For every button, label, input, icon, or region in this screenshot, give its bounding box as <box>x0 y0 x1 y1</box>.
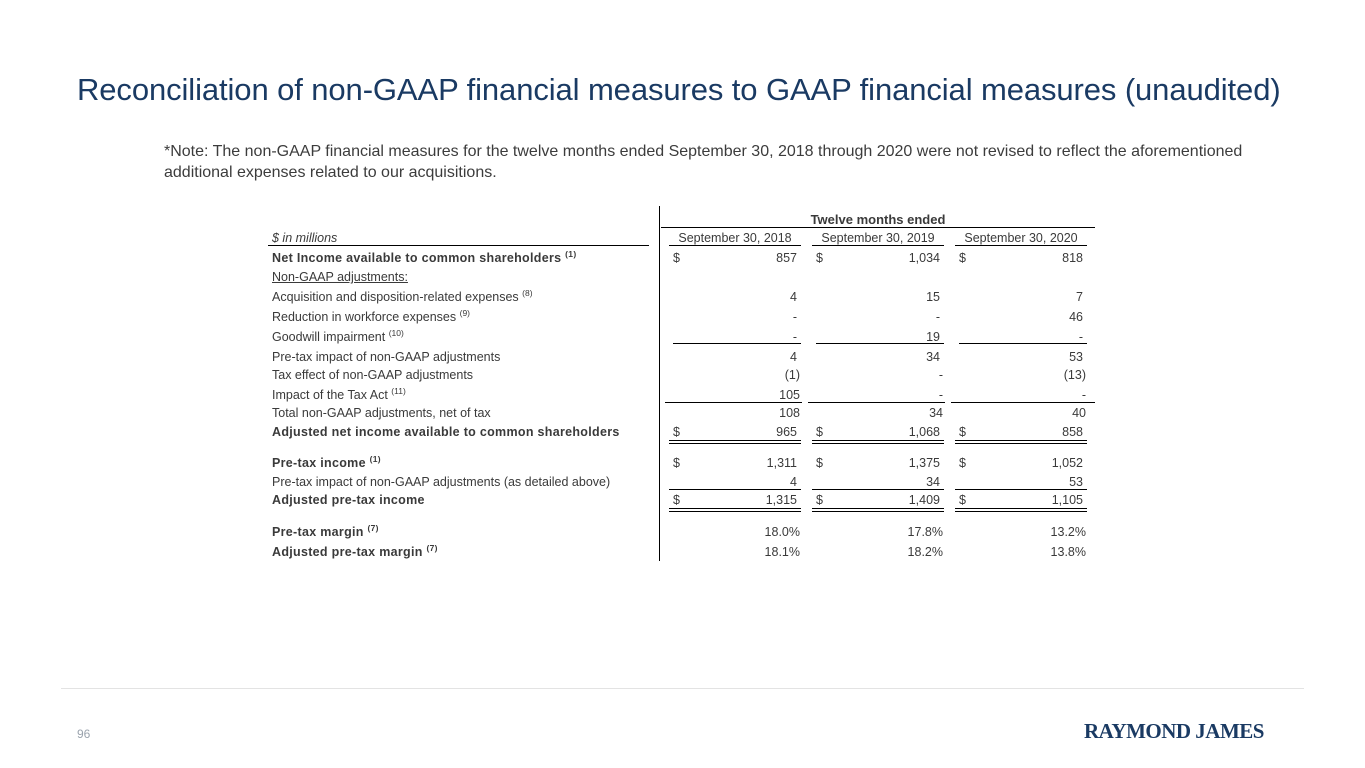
row-label-text: Pre-tax income <box>272 456 366 470</box>
dollar-sign: $ <box>816 251 823 265</box>
footnote-ref: (1) <box>565 249 577 259</box>
underline-rule <box>812 489 944 490</box>
footnote-ref: (9) <box>459 308 470 318</box>
cell-value: 40 <box>1072 406 1086 420</box>
cell-value: 13.8% <box>1050 545 1086 559</box>
dollar-sign: $ <box>673 251 680 265</box>
dollar-sign: $ <box>959 493 966 507</box>
cell-value: 108 <box>779 406 800 420</box>
row-label-text: Reduction in workforce expenses <box>272 310 457 324</box>
row-label <box>272 350 500 364</box>
column-rule <box>669 245 801 246</box>
dollar-sign: $ <box>673 493 680 507</box>
dollar-sign: $ <box>959 425 966 439</box>
double-underline-rule <box>669 508 801 512</box>
underline-rule <box>673 343 801 344</box>
underline-rule <box>665 402 802 403</box>
row-label <box>272 456 381 470</box>
column-header-2019: September 30, 2019 <box>821 231 935 245</box>
cell-value: 18.2% <box>907 545 943 559</box>
footnote-ref: (7) <box>426 543 438 553</box>
dollar-sign: $ <box>816 456 823 470</box>
row-label <box>272 406 491 420</box>
cell-value: - <box>1078 330 1083 344</box>
cell-value: 1,311 <box>766 456 797 470</box>
cell-value: 4 <box>790 290 797 304</box>
cell-value: 1,105 <box>1051 493 1083 507</box>
row-label <box>272 330 404 344</box>
raymond-james-logo: RAYMOND JAMES <box>1084 719 1264 743</box>
cell-value: 1,034 <box>908 251 940 265</box>
underline-rule <box>959 343 1087 344</box>
row-label <box>272 525 379 539</box>
underline-rule <box>808 402 945 403</box>
cell-value: - <box>938 388 943 402</box>
row-label-text: Pre-tax impact of non-GAAP adjustments (as detailed above) <box>272 475 611 489</box>
cell-value: 53 <box>1069 475 1083 489</box>
cell-value: 105 <box>779 388 800 402</box>
footnote-ref: (11) <box>391 386 406 396</box>
row-label-text: Adjusted pre-tax margin <box>272 545 423 559</box>
cell-value: - <box>792 330 797 344</box>
row-label <box>272 493 425 507</box>
row-label <box>272 290 533 304</box>
footer-divider <box>61 688 1304 689</box>
underline-rule <box>955 489 1087 490</box>
row-label-text: Impact of the Tax Act <box>272 388 388 402</box>
cell-value: (13) <box>1063 368 1086 382</box>
footnote-ref: (7) <box>367 523 379 533</box>
dollar-sign: $ <box>959 251 966 265</box>
row-label-text: Pre-tax margin <box>272 525 364 539</box>
cell-value: 34 <box>929 406 943 420</box>
cell-value: 857 <box>776 251 797 265</box>
cell-value: - <box>1081 388 1086 402</box>
double-underline-rule <box>955 440 1087 444</box>
row-label <box>272 545 438 559</box>
row-label-text: Goodwill impairment <box>272 330 386 344</box>
cell-value: - <box>792 310 797 324</box>
cell-value: (1) <box>784 368 800 382</box>
cell-value: 818 <box>1062 251 1083 265</box>
row-label-text: Acquisition and disposition-related expenses <box>272 290 519 304</box>
cell-value: 1,315 <box>765 493 797 507</box>
cell-value: 13.2% <box>1050 525 1086 539</box>
cell-value: 858 <box>1062 425 1083 439</box>
cell-value: 34 <box>926 475 940 489</box>
footnote-ref: (8) <box>522 288 533 298</box>
row-label <box>272 368 473 382</box>
cell-value: 17.8% <box>907 525 943 539</box>
cell-value: 4 <box>790 350 797 364</box>
units-label: $ in millions <box>272 231 338 245</box>
cell-value: - <box>935 310 940 324</box>
cell-value: 18.0% <box>764 525 800 539</box>
double-underline-rule <box>955 508 1087 512</box>
underline-rule <box>816 343 944 344</box>
row-label-text: Pre-tax impact of non-GAAP adjustments <box>272 350 501 364</box>
row-label-text: Adjusted net income available to common shareholders <box>272 425 620 439</box>
note-text: *Note: The non-GAAP financial measures for the twelve months ended September 30, 2018 through 2020 were not revised to reflect the aforementioned additional expenses related to our acquisitions. <box>164 143 1243 181</box>
underline-rule <box>951 402 1095 403</box>
footnote-ref: (1) <box>369 454 381 464</box>
column-rule <box>812 245 944 246</box>
units-rule <box>268 245 649 246</box>
dollar-sign: $ <box>816 493 823 507</box>
cell-value: 19 <box>926 330 940 344</box>
cell-value: 15 <box>926 290 940 304</box>
dollar-sign: $ <box>816 425 823 439</box>
cell-value: 18.1% <box>764 545 800 559</box>
cell-value: 53 <box>1069 350 1083 364</box>
cell-value: 46 <box>1069 310 1083 324</box>
row-label <box>272 310 470 324</box>
row-label-text: Adjusted pre-tax income <box>272 493 425 507</box>
cell-value: 1,068 <box>908 425 940 439</box>
header-rule <box>661 227 1095 228</box>
row-label <box>272 388 406 402</box>
page-number: 96 <box>77 727 91 741</box>
row-label-text: Tax effect of non-GAAP adjustments <box>272 368 474 382</box>
row-label <box>272 475 610 489</box>
column-header-2020: September 30, 2020 <box>964 231 1078 245</box>
row-label-text: Total non-GAAP adjustments, net of tax <box>272 406 491 420</box>
double-underline-rule <box>669 440 801 444</box>
column-rule <box>955 245 1087 246</box>
column-header-2018: September 30, 2018 <box>678 231 792 245</box>
cell-value: 4 <box>790 475 797 489</box>
table-divider <box>659 206 660 561</box>
double-underline-rule <box>812 508 944 512</box>
cell-value: 965 <box>776 425 797 439</box>
row-label-text: Net Income available to common shareholders <box>272 251 562 265</box>
cell-value: 7 <box>1076 290 1083 304</box>
dollar-sign: $ <box>673 456 680 470</box>
double-underline-rule <box>812 440 944 444</box>
dollar-sign: $ <box>959 456 966 470</box>
footnote-ref: (10) <box>388 328 404 338</box>
row-label <box>272 425 620 439</box>
group-header: Twelve months ended <box>810 212 946 227</box>
dollar-sign: $ <box>673 425 680 439</box>
row-label <box>272 270 408 284</box>
row-label-text: Non-GAAP adjustments: <box>272 270 408 284</box>
row-label <box>272 251 576 265</box>
cell-value: 1,409 <box>908 493 940 507</box>
cell-value: 34 <box>926 350 940 364</box>
page-title: Reconciliation of non-GAAP financial measures to GAAP financial measures (unaudited) <box>77 72 1281 107</box>
cell-value: - <box>938 368 943 382</box>
cell-value: 1,375 <box>908 456 940 470</box>
underline-rule <box>669 489 801 490</box>
cell-value: 1,052 <box>1051 456 1083 470</box>
